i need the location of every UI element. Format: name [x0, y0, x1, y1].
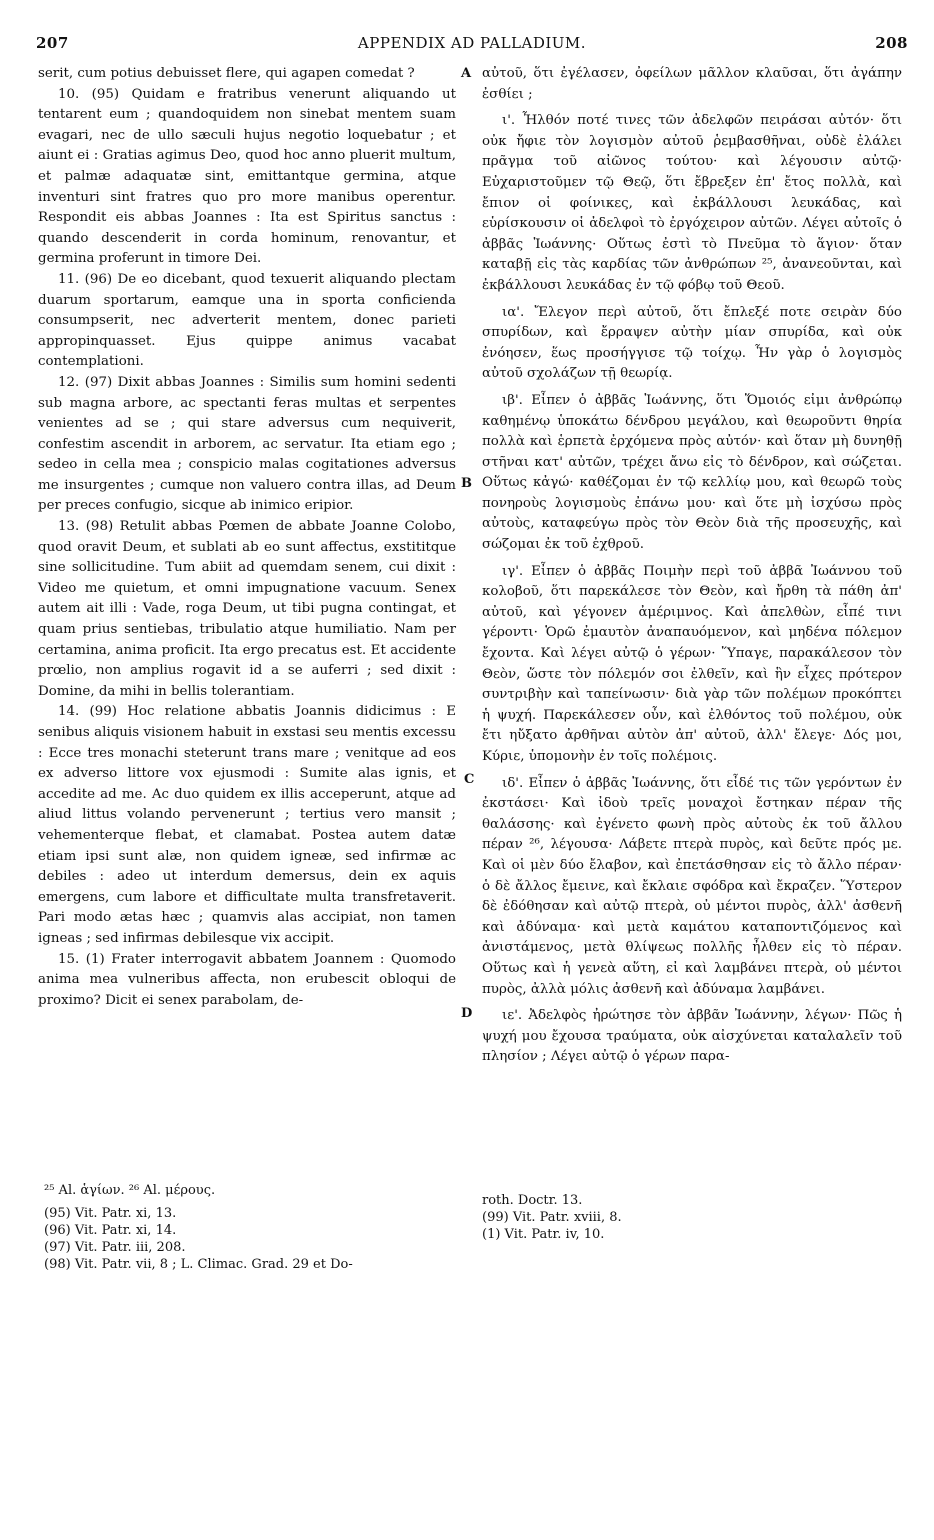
footnotes-right: [482, 1192, 892, 1243]
page-number-left: 207: [36, 34, 69, 52]
greek-column: [482, 64, 902, 1074]
greek-paragraph: ια'. Ἔλεγον περὶ αὐτοῦ, ὅτι ἔπλεξέ ποτε σειρὰν δύο σπυρίδων, καὶ ἔρραψεν αὐτὴν μίαν σπυρίδα, καὶ οὐκ ἐνόησεν, ἕως προσήγγισε τῷ τοίχῳ. Ἦν γὰρ ὁ λογισμὸς αὐτοῦ σχολάζων τῇ θεωρίᾳ.: [482, 304, 902, 382]
running-title: APPENDIX AD PALLADIUM.: [357, 34, 587, 52]
footnote-source: (99) Vit. Patr. xviii, 8.: [482, 1210, 622, 1225]
footnotes-left: [44, 1182, 454, 1273]
footnote-source: (95) Vit. Patr. xi, 13.: [44, 1206, 177, 1221]
greek-paragraph: ιγ'. Εἶπεν ὁ ἀββᾶς Ποιμὴν περὶ τοῦ ἀββᾶ Ἰωάννου τοῦ κολοβοῦ, ὅτι παρεκάλεσε τὸν Θεὸν, καὶ ἤρθη τὰ πάθη ἀπ' αὐτοῦ, καὶ γέγονεν ἀμέριμνος. Καὶ ἀπελθὼν, εἶπέ τινι γέροντι· Ὁρῶ ἐμαυτὸν ἀναπαυόμενον, καὶ μηδένα πόλεμον ἔχοντα. Καὶ λέγει αὐτῷ ὁ γέρων· Ὕπαγε, παρακάλεσον τὸν Θεὸν, ὥστε τὸν πόλεμόν σοι ἐλθεῖν, καὶ ἣν εἶχες πρότερον συντριβὴν καὶ ταπείνωσιν· διὰ γὰρ τῶν πολέμων προκόπτει ἡ ψυχή. Παρεκάλεσεν οὖν, καὶ ἐλθόντος τοῦ πολέμου, οὐκ ἔτι ηὔξατο ἀρθῆναι αὐτὸν ἀπ' αὐτοῦ, ἀλλ' ἔλεγε· Δός μοι, Κύριε, ὑπομονὴν ἐν τοῖς πολέμοις.: [482, 563, 902, 764]
footnote-source: roth. Doctr. 13.: [482, 1193, 583, 1208]
greek-paragraph: αὐτοῦ, ὅτι ἐγέλασεν, ὀφείλων μᾶλλον κλαῦσαι, ὅτι ἀγάπην ἐσθίει ;: [482, 66, 902, 102]
footnote-source: (98) Vit. Patr. vii, 8 ; L. Climac. Grad. 29 et Do-: [44, 1257, 353, 1272]
latin-paragraph: 15. (1) Frater interrogavit abbatem Joannem : Quomodo anima mea vulneribus affecta, non erubescit obloqui de proximo? Dicit ei senex parabolam, de-: [38, 951, 456, 1008]
footnote-source: (1) Vit. Patr. iv, 10.: [482, 1227, 605, 1242]
latin-paragraph: 13. (98) Retulit abbas Pœmen de abbate Joanne Colobo, quod oravit Deum, et sublati ab eo sunt affectus, exstititque sine sollicitudine. Tum abiit ad quemdam senem, cui dixit : Video me quietum, et omni impugnatione vacuum. Senex autem ait illi : Vade, roga Deum, ut tibi pugna contingat, et quam prius sentiebas, tribulatio atque humiliatio. Nam per certamina, anima proficit. Ita ergo precatus est. Et accidente prœlio, non amplius rogavit id a se auferri ; sed dixit : Domine, da mihi in bellis tolerantiam.: [38, 519, 456, 699]
footnote-source: (97) Vit. Patr. iii, 208.: [44, 1240, 186, 1255]
running-header: [36, 34, 908, 56]
latin-paragraph: 11. (96) De eo dicebant, quod texuerit aliquando plectam duarum sportarum, eamque una in sporta conficienda consumpserit, nec adverterit mentem, donec parieti appropinquasset. Ejus quippe animus vacabat contemplationi.: [38, 271, 456, 370]
latin-paragraph: serit, cum potius debuisset flere, qui agapen comedat ?: [38, 66, 415, 81]
margin-letter-c: C: [464, 772, 475, 787]
greek-paragraph: ιδ'. Εἶπεν ὁ ἀββᾶς Ἰωάννης, ὅτι εἶδέ τις τῶν γερόντων ἐν ἐκστάσει· Καὶ ἰδοὺ τρεῖς μοναχοὶ ἔστηκαν πέραν τῆς θαλάσσης· καὶ ἐγένετο φωνὴ πρὸς αὐτοὺς ἐκ τοῦ ἄλλου πέραν ²⁶, λέγουσα· Λάβετε πτερὰ πυρὸς, καὶ δεῦτε πρός με. Καὶ οἱ μὲν δύο ἔλαβον, καὶ ἐπετάσθησαν εἰς τὸ ἄλλο πέραν· ὁ δὲ ἄλλος ἔμεινε, καὶ ἔκλαιε σφόδρα καὶ ἔκραζεν. Ὕστερον δὲ ἐδόθησαν καὶ αὐτῷ πτερὰ, οὐ μέντοι πυρὸς, ἀλλ' ἀσθενῆ καὶ ἀδύναμα· καὶ μετὰ καμάτου καταποντιζόμενος καὶ ἀνιστάμενος, μετὰ θλίψεως πολλῆς ἦλθεν εἰς τὸ πέραν. Οὕτως καὶ ἡ γενεὰ αὕτη, εἰ καὶ λαμβάνει πτερὰ, οὐ μέντοι πυρὸς, ἀλλὰ μόλις ἀσθενῆ καὶ ἀδύναμα λαμβάνει.: [482, 775, 902, 997]
page-number-right: 208: [875, 34, 908, 52]
footnote-variant-readings: ²⁵ Al. ἁγίων. ²⁶ Al. μέρους.: [44, 1183, 216, 1198]
footnote-source: (96) Vit. Patr. xi, 14.: [44, 1223, 177, 1238]
greek-paragraph: ιε'. Ἀδελφὸς ἠρώτησε τὸν ἀββᾶν Ἰωάννην, λέγων· Πῶς ἡ ψυχή μου ἔχουσα τραύματα, οὐκ αἰσχύνεται καταλαλεῖν τοῦ πλησίον ; Λέγει αὐτῷ ὁ γέρων παρα-: [482, 1008, 902, 1065]
latin-paragraph: 10. (95) Quidam e fratribus venerunt aliquando ut tentarent eum ; quandoquidem non sinebat mentem suam evagari, nec de ullo sæculi hujus negotio loquebatur ; et aiunt ei : Gratias agimus Deo, quod hoc anno pluerit multum, et palmæ adaquatæ sint, emittantque germina, atque inventuri sint fratres quo pro more manibus operentur. Respondit eis abbas Joannes : Ita est Spiritus sanctus : quando descenderit in corda hominum, renovantur, et germina proferunt in timore Dei.: [38, 86, 456, 267]
greek-paragraph: ι'. Ἦλθόν ποτέ τινες τῶν ἀδελφῶν πειράσαι αὐτόν· ὅτι οὐκ ἤφιε τὸν λογισμὸν αὐτοῦ ῥεμβασθῆναι, οὐδὲ ἐλάλει πρᾶγμα τοῦ αἰῶνος τούτου· καὶ λέγουσιν αὐτῷ· Εὐχαριστοῦμεν τῷ Θεῷ, ὅτι ἔβρεξεν ἐπ' ἔτος πολλὰ, καὶ ἔπιον οἱ φοίνικες, καὶ ἐκβάλλουσι λευκάδας, καὶ εὑρίσκουσιν οἱ ἀδελφοὶ τὸ ἐργόχειρον αὐτῶν. Λέγει αὐτοῖς ὁ ἀββᾶς Ἰωάννης· Οὕτως ἐστὶ τὸ Πνεῦμα τὸ ἅγιον· ὅταν καταβῇ εἰς τὰς καρδίας τῶν ἀνθρώπων ²⁵, ἀνανεοῦνται, καὶ ἐκβάλλουσι λευκάδας ἐν τῷ φόβῳ τοῦ Θεοῦ.: [482, 113, 902, 293]
latin-paragraph: 14. (99) Hoc relatione abbatis Joannis didicimus : E senibus aliquis visionem habuit in exstasi seu mentis excessu : Ecce tres monachi steterunt trans mare ; venitque ad eos ex adverso littore vox ejusmodi : Sumite alas ignis, et accedite ad me. Ac duo quidem ex illis acceperunt, atque ad aliud littus volando pervenerunt ; tertius vero mansit ; vehementerque flebat, et clamabat. Postea autem datæ etiam ipsi sunt alæ, non quidem igneæ, sed infirmæ ac debiles : adeo ut interdum demersus, dein ex aquis emergens, cum labore et difficultate multa transfretaverit. Pari modo ætas hæc ; quamvis alas accipiat, non tamen igneas ; sed infirmas debilesque vix accipit.: [38, 704, 456, 946]
latin-paragraph: 12. (97) Dixit abbas Joannes : Similis sum homini sedenti sub magna arbore, ac spectanti feras multas et serpentes venientes ad se ; qui stare adversus cum nequiverit, confestim ascendit in arborem, ac servatur. Ita etiam ego ; sedeo in cella mea ; conspicio malas cogitationes adversus me insurgentes ; cumque non valuero contra illas, ad Deum per preces confugio, sicque ab inimico eripior.: [38, 374, 456, 514]
margin-letter-d: D: [461, 1006, 473, 1021]
margin-letter-b: B: [461, 476, 472, 491]
latin-column: [38, 64, 456, 1011]
greek-paragraph: ιβ'. Εἶπεν ὁ ἀββᾶς Ἰωάννης, ὅτι Ὅμοιός εἰμι ἀνθρώπῳ καθημένῳ ὑποκάτω δένδρου μεγάλου, καὶ θεωροῦντι θηρία πολλὰ καὶ ἑρπετὰ ἐρχόμενα πρὸς αὐτόν· καὶ ὅταν μὴ δυνηθῇ στῆναι κατ' αὐτῶν, τρέχει ἄνω εἰς τὸ δένδρον, καὶ σώζεται. Οὕτως κἀγώ· καθέζομαι ἐν τῷ κελλίῳ μου, καὶ θεωρῶ τοὺς πονηροὺς λογισμοὺς ἐπάνω μου· καὶ ὅτε μὴ ἰσχύσω πρὸς αὐτοὺς, καταφεύγω πρὸς τὸν Θεὸν διὰ τῆς προσευχῆς, καὶ σώζομαι ἐκ τοῦ ἐχθροῦ.: [482, 392, 902, 553]
margin-letter-a: A: [461, 66, 472, 81]
